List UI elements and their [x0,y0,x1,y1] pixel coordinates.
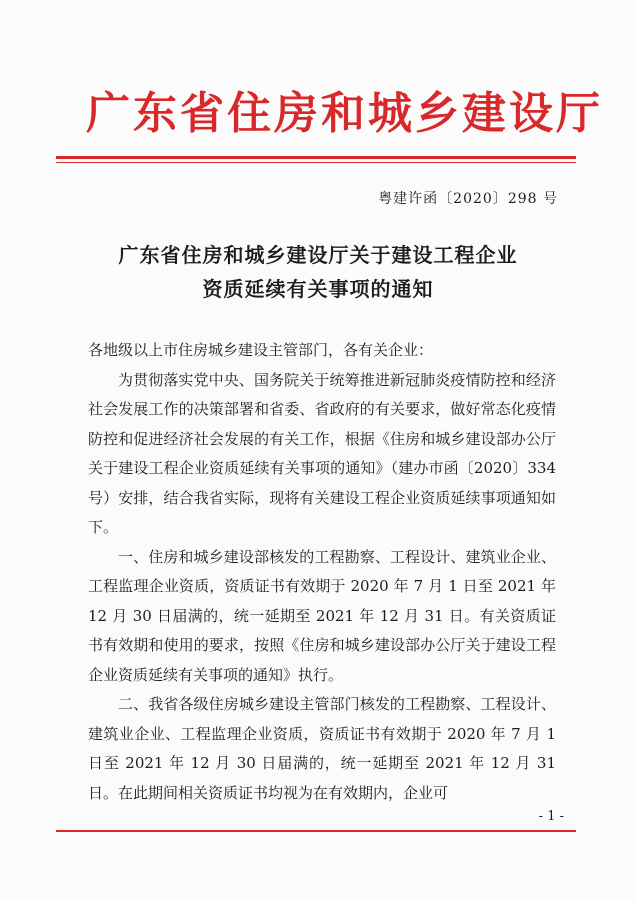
body-paragraph-item-1: 一、住房和城乡建设部核发的工程勘察、工程设计、建筑业企业、工程监理企业资质，资质证书有效期于 2020 年 7 月 1 日至 2021 年 12 月 30 日届满的，统一延期至 2021 年 12 月 31 日。有关资质证书有效期和使用的要求，按照《住房和城乡建设部办公厅关于建设工程企业资质延续有关事项的通知》执行。 [88,547,556,684]
document-body [88,336,556,808]
salutation: 各地级以上市住房城乡建设主管部门，各有关企业： [88,341,434,359]
document-title-line-1: 广东省住房和城乡建设厅关于建设工程企业 [118,243,518,267]
document-number: 粤建许函〔2020〕298 号 [378,191,558,207]
page-number: - 1 - [538,809,564,824]
header-divider-thick [56,156,576,159]
document-title-line-2: 资质延续有关事项的通知 [202,277,434,301]
header-divider-thin [56,162,576,163]
body-paragraph-intro: 为贯彻落实党中央、国务院关于统筹推进新冠肺炎疫情防控和经济社会发展工作的决策部署和省委、省政府的有关要求，做好常态化疫情防控和促进经济社会发展的有关工作，根据《住房和城乡建设部办公厅关于建设工程企业资质延续有关事项的通知》（建办市函〔2020〕334 号）安排，结合我省实际，现将有关建设工程企业资质延续事项通知如下。 [88,370,556,536]
issuer-heading: 广东省住房和城乡建设厅 [86,88,603,139]
footer-divider [56,830,576,832]
document-title [80,238,556,306]
body-paragraph-item-2: 二、我省各级住房城乡建设主管部门核发的工程勘察、工程设计、建筑业企业、工程监理企业资质，资质证书有效期于 2020 年 7 月 1 日至 2021 年 12 月 30 日届满的，统一延期至 2021 年 12 月 31 日。在此期间相关资质证书均视为在有效期内，企业可 [88,695,556,802]
